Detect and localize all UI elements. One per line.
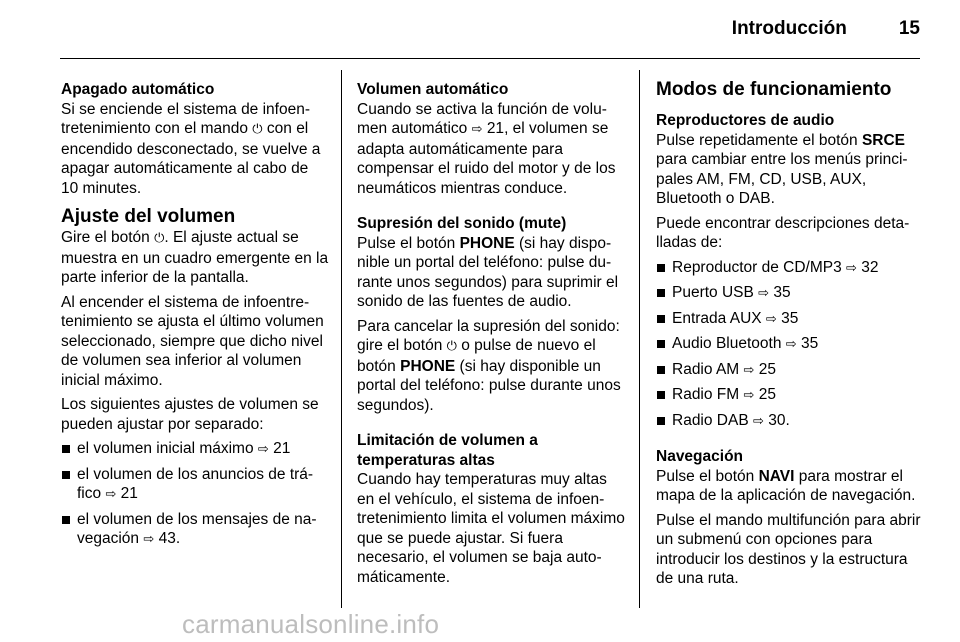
column-1 [61,80,329,550]
section-heading: Reproductores de audio [656,112,835,129]
list-item: Radio AM ⇨ 25 [656,360,924,381]
column-2 [357,80,625,587]
section-heading: Volumen automático [357,81,509,98]
page-ref[interactable]: 21 [486,120,505,137]
column-divider [639,70,640,608]
knob-icon: ⏻ [154,231,165,246]
section-heading: Navegación [656,448,744,465]
ref-arrow-icon: ⇨ [753,413,764,429]
paragraph: Pulse el botón NAVI para mostrar el mapa de la aplicación de navegación. [656,467,916,504]
ref-arrow-icon: ⇨ [765,311,777,327]
bullet-list [61,439,329,550]
page-ref[interactable]: 30. [768,411,790,429]
page-ref[interactable]: 25 [758,386,776,403]
section-title: Ajuste del volumen [61,206,236,227]
page-number: 15 [898,18,920,39]
knob-icon: ⏻ [446,339,457,354]
column-divider [341,70,342,608]
navi-key: NAVI [758,467,795,485]
section-heading: Supresión del sonido (mute) [357,215,567,232]
paragraph: Pulse el mando multifunción para abrir un submenú con opciones para introducir los destinos y la estructura de una ruta. [656,511,921,587]
page-ref[interactable]: 35 [800,335,819,352]
page-ref[interactable]: 21 [273,440,291,457]
paragraph: Puede encontrar descripciones detalladas de: [656,214,910,251]
ref-arrow-icon: ⇨ [471,122,483,137]
list-item: el volumen inicial máximo ⇨ 21 [61,439,329,460]
page-ref[interactable]: 25 [758,360,776,378]
page-header [732,18,920,40]
ref-arrow-icon: ⇨ [758,286,770,301]
list-item: Puerto USB ⇨ 35 [656,283,924,304]
knob-icon: ⏻ [252,122,263,137]
ref-arrow-icon: ⇨ [257,442,269,457]
list-item: el volumen de los anuncios de tráfico ⇨ 21 [61,465,329,505]
paragraph: Gire el botón ⏻. El ajuste actual se muestra en un cuadro emergente en la parte inferior de la pantalla. [61,229,329,286]
list-item: Radio FM ⇨ 25 [656,385,924,406]
page-ref[interactable]: 35 [773,284,791,301]
list-item: Entrada AUX ⇨ 35 [656,309,924,330]
ref-arrow-icon: ⇨ [143,532,155,547]
phone-key: PHONE [400,357,456,375]
paragraph: Pulse repetidamente el botón SRCE para cambiar entre los menús principales AM, FM, CD, USB, AUX, Bluetooth o DAB. [656,131,908,207]
paragraph: Al encender el sistema de infoentretenimiento se ajusta el último volumen seleccionado, siempre que dicho nivel de volumen sea inferior al volumen inicial máximo. [61,293,324,389]
paragraph: Cuando se activa la función de volumen automático ⇨ 21, el volumen se adapta automáticamente para compensar el ruido del motor y de los neumáticos mientras conduce. [357,100,616,197]
list-item: Audio Bluetooth ⇨ 35 [656,334,924,355]
page-ref[interactable]: 32 [861,258,879,276]
paragraph: Para cancelar la supresión del sonido: gire el botón ⏻ o pulse de nuevo el botón PHONE (si hay disponible un portal del teléfono: pulse durante unos segundos). [357,317,621,414]
list-item: el volumen de los mensajes de navegación ⇨ 43. [61,510,329,550]
page-ref[interactable]: 21 [120,485,138,502]
ref-arrow-icon: ⇨ [846,260,857,276]
watermark: carmanualsonline.info [182,609,440,639]
section-title: Modos de funcionamiento [656,79,892,100]
paragraph: Los siguientes ajustes de volumen se pueden ajustar por separado: [61,396,319,433]
header-rule [60,58,920,59]
list-item: Radio DAB ⇨ 30. [656,411,924,432]
column-3 [656,80,924,589]
paragraph: Cuando hay temperaturas muy altas en el vehículo, el sistema de infoentretenimiento limita el volumen máximo que se puede ajustar. Si fuera necesario, el volumen se baja automáticamente. [357,471,625,586]
ref-arrow-icon: ⇨ [743,388,755,403]
bullet-list [656,258,924,432]
paragraph: Pulse el botón PHONE (si hay disponible un portal del teléfono: pulse durante unos segundos) para suprimir el sonido de las fuentes de audio. [357,234,619,310]
list-item: Reproductor de CD/MP3 ⇨ 32 [656,258,924,279]
section-heading: Limitación de volumen a temperaturas altas [357,432,538,469]
page-ref[interactable]: 43. [158,530,181,547]
ref-arrow-icon: ⇨ [785,337,797,352]
header-title: Introducción [731,18,847,39]
srce-key: SRCE [861,131,906,149]
section-heading: Apagado automático [61,81,215,98]
page-ref[interactable]: 35 [781,309,799,327]
ref-arrow-icon: ⇨ [743,362,755,378]
phone-key: PHONE [459,234,515,252]
ref-arrow-icon: ⇨ [105,487,117,502]
paragraph: Si se enciende el sistema de infoentretenimiento con el mando ⏻ con el encendido desconectado, se vuelve a apagar automáticamente al cabo de 10 minutes. [61,100,321,197]
